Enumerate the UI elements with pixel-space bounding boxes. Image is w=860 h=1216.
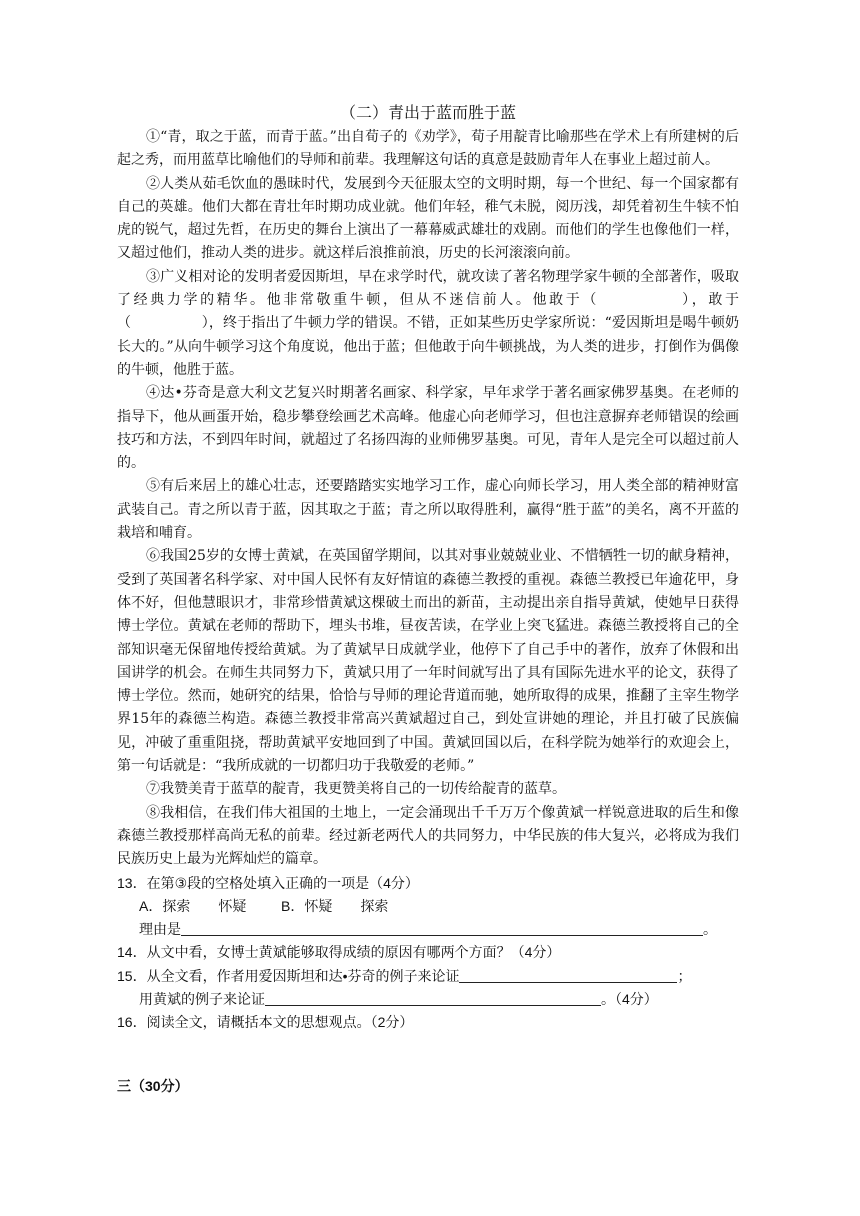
question-15-prefix: 15．从全文看，作者用爱因斯坦和达•芬奇的例子来论证 bbox=[117, 967, 460, 984]
paragraph-6: ⑥我国25岁的女博士黄斌，在英国留学期间，以其对事业兢兢业业、不惜牺牲一切的献身精神，受到了英国著名科学家、对中国人民怀有友好情谊的森德兰教授的重视。森德兰教授已年逾花甲，身体不好，但他慧眼识才，非常珍惜黄斌这棵破土而出的新苗，主动提出亲自指导黄斌，使她早日获得博士学位。黄斌在老师的帮助下，埋头书堆，昼夜苦读，在学业上突飞猛进。森德兰教授将自己的全部知识毫无保留地传授给黄斌。为了黄斌早日成就学业，他停下了自己手中的著作，放弃了休假和出国讲学的机会。在师生共同努力下，黄斌只用了一年时间就写出了具有国际先进水平的论文，获得了博士学位。然而，她研究的结果，恰恰与导师的理论背道而驰，她所取得的成果，推翻了主宰生物学界15年的森德兰构造。森德兰教授非常高兴黄斌超过自己，到处宣讲她的理论，并且打破了民族偏见，冲破了重重阻挠，帮助黄斌平安地回到了中国。黄斌回国以后，在科学院为她举行的欢迎会上，第一句话就是：“我所成就的一切都归功于我敬爱的老师。” bbox=[117, 548, 739, 775]
section-heading: 三（30分） bbox=[117, 1078, 189, 1094]
reason-answer-blank[interactable] bbox=[181, 919, 703, 936]
question-15-blank-2[interactable] bbox=[265, 989, 601, 1006]
question-15-semicolon: ； bbox=[677, 967, 692, 984]
question-15-prefix-2: 用黄斌的例子来论证 bbox=[139, 990, 265, 1007]
question-15-line-2 bbox=[117, 988, 739, 1011]
reason-end-mark: 。 bbox=[703, 921, 717, 938]
option-b[interactable]: B．怀疑 探索 bbox=[281, 897, 389, 914]
paragraph-1: ①“青，取之于蓝，而青于蓝。”出自荀子的《劝学》，荀子用靛青比喻那些在学术上有所建树的后起之秀，而用蓝草比喻他们的导师和前辈。我理解这句话的真意是鼓励青年人在事业上超过前人。 bbox=[117, 129, 739, 169]
reason-label: 理由是 bbox=[139, 921, 181, 938]
paragraph-5: ⑤有后来居上的雄心壮志，还要踏踏实实地学习工作，虚心向师长学习，用人类全部的精神财富武装自己。青之所以青于蓝，因其取之于蓝；青之所以取得胜利，赢得“胜于蓝”的美名，离不开蓝的栽培和哺育。 bbox=[117, 478, 739, 542]
question-15-line-1 bbox=[117, 965, 739, 988]
paragraph-7: ⑦我赞美青于蓝草的靛青，我更赞美将自己的一切传给靛青的蓝草。 bbox=[146, 781, 566, 798]
document-page bbox=[117, 100, 739, 1035]
question-13-reason bbox=[117, 918, 739, 941]
question-13-options bbox=[117, 895, 739, 918]
option-a[interactable]: A．探索 怀疑 bbox=[139, 897, 247, 914]
question-16-stem: 16．阅读全文，请概括本文的思想观点。（2分） bbox=[117, 1014, 414, 1031]
question-14-stem: 14．从文中看，女博士黄斌能够取得成绩的原因有哪两个方面？（4分） bbox=[117, 944, 561, 961]
question-13-stem: 13．在第③段的空格处填入正确的一项是（4分） bbox=[117, 874, 419, 891]
question-15-blank-1[interactable] bbox=[459, 966, 677, 983]
paragraph-3: ③广义相对论的发明者爱因斯坦，早在求学时代，就攻读了著名物理学家牛顿的全部著作，吸取了经典力学的精华。他非常敬重牛顿，但从不迷信前人。他敢于（ ），敢于（ ），终于指出了牛顿力学的错误。不错，正如某些历史学家所说：“爱因斯坦是喝牛顿奶长大的。”从向牛顿学习这个角度说，他出于蓝；但他敢于向牛顿挑战，为人类的进步，打倒作为偶像的牛顿，他胜于蓝。 bbox=[117, 268, 739, 378]
paragraph-4: ④达•芬奇是意大利文艺复兴时期著名画家、科学家，早年求学于著名画家佛罗基奥。在老师的指导下，他从画蛋开始，稳步攀登绘画艺术高峰。他虚心向老师学习，但也注意摒弃老师错误的绘画技巧和方法，不到四年时间，就超过了名扬四海的业师佛罗基奥。可见，青年人是完全可以超过前人的。 bbox=[117, 385, 739, 472]
paragraph-8: ⑧我相信，在我们伟大祖国的土地上，一定会涌现出千千万万个像黄斌一样锐意进取的后生和像森德兰教授那样高尚无私的前辈。经过新老两代人的共同努力，中华民族的伟大复兴，必将成为我们民族历史上最为光辉灿烂的篇章。 bbox=[117, 804, 739, 868]
paragraph-2: ②人类从茹毛饮血的愚昧时代，发展到今天征服太空的文明时期，每一个世纪、每一个国家都有自己的英雄。他们大都在青壮年时期功成业就。他们年轻，稚气未脱，阅历浅，却凭着初生牛犊不怕虎的锐气，超过先哲，在历史的舞台上演出了一幕幕威武雄壮的戏剧。而他们的学生也像他们一样，又超过他们，推动人类的进步。就这样后浪推前浪，历史的长河滚滚向前。 bbox=[117, 175, 739, 262]
article-title: （二）青出于蓝而胜于蓝 bbox=[339, 103, 516, 122]
question-15-score: 。（4分） bbox=[601, 990, 658, 1007]
